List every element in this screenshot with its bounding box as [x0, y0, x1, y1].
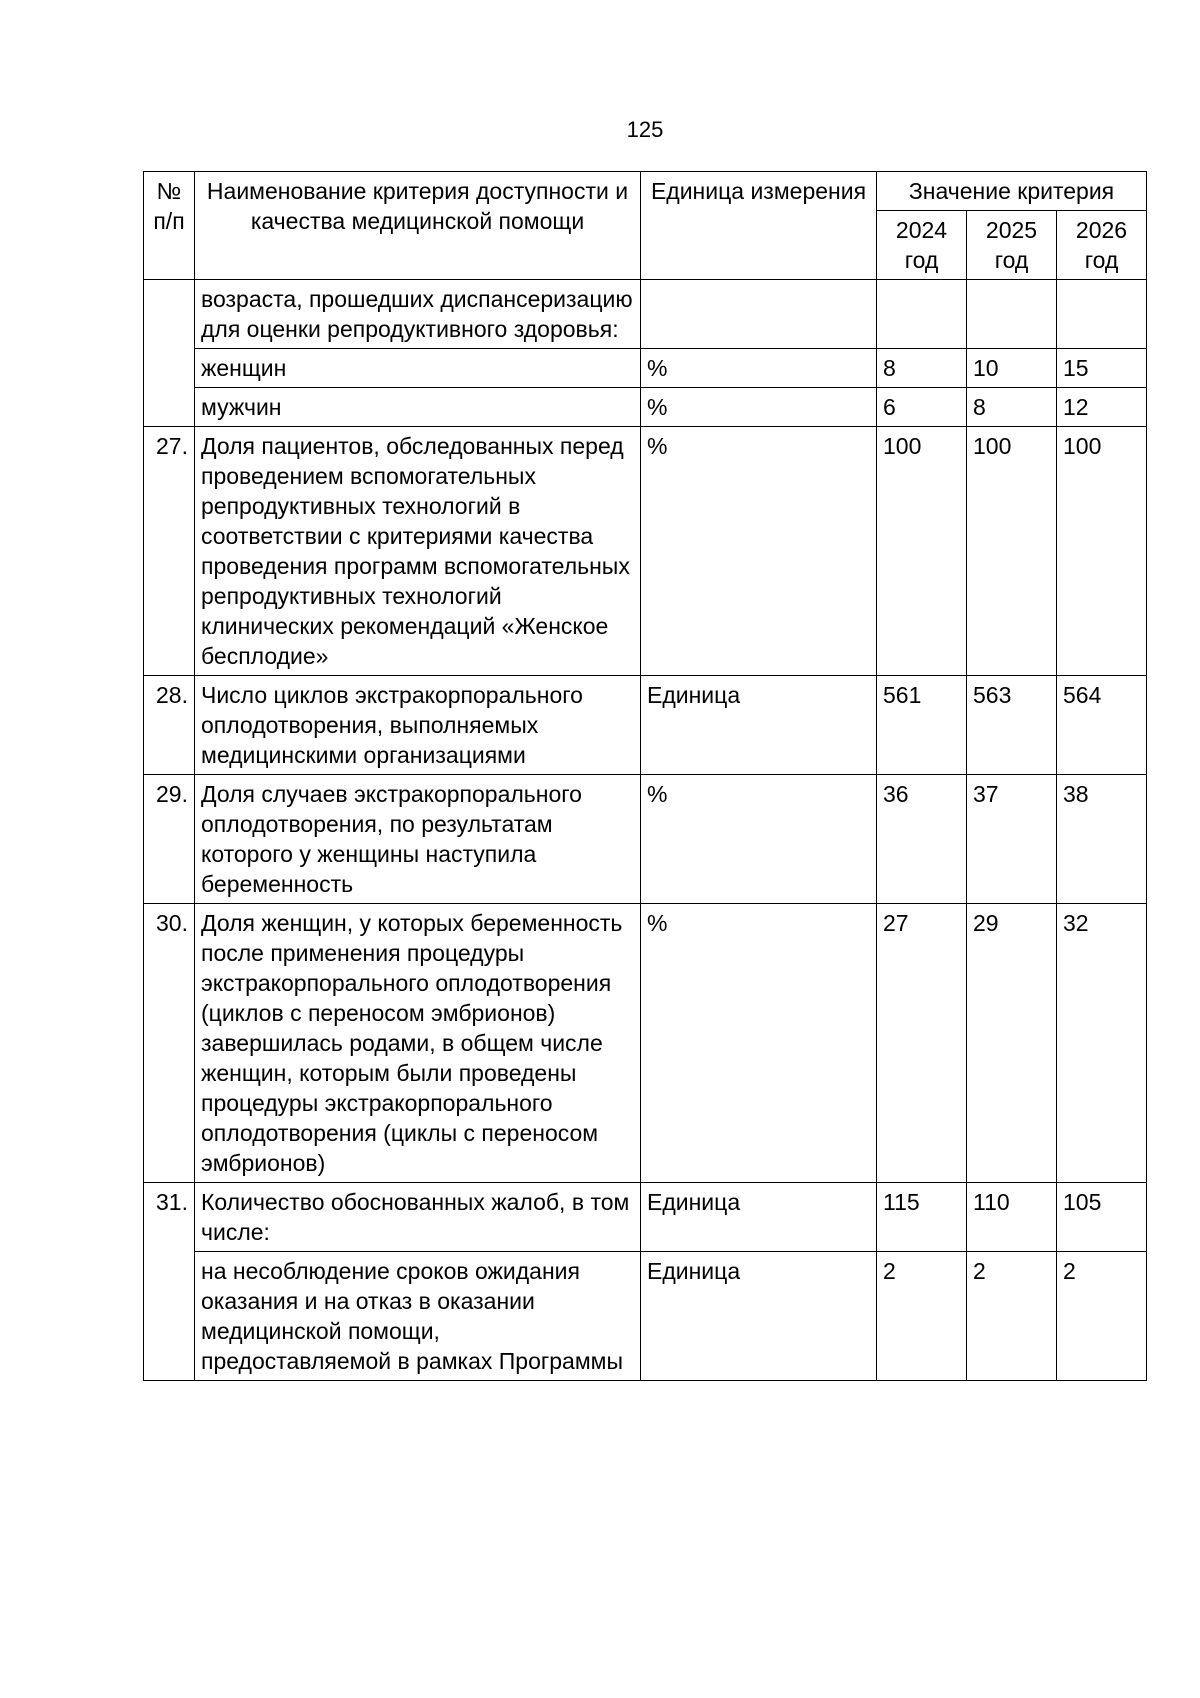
row-value-2026: 12 [1057, 388, 1147, 427]
row-unit [641, 280, 877, 349]
table-row [144, 1252, 1147, 1381]
criteria-table [143, 171, 1147, 1381]
row-name: Число циклов экстракорпорального оплодотворения, выполняемых медицинскими организациями [195, 676, 641, 775]
row-value-2026: 15 [1057, 349, 1147, 388]
table-row [144, 388, 1147, 427]
row-value-2024: 36 [877, 775, 967, 904]
row-value-2024: 100 [877, 427, 967, 676]
row-num: 29. [144, 775, 195, 904]
row-num: 30. [144, 904, 195, 1183]
row-num: 27. [144, 427, 195, 676]
header-year-2025: 2025 год [967, 211, 1057, 280]
row-value-2026: 2 [1057, 1252, 1147, 1381]
page-number: 125 [626, 117, 664, 142]
row-value-2026: 100 [1057, 427, 1147, 676]
row-value-2025: 100 [967, 427, 1057, 676]
row-value-2025: 37 [967, 775, 1057, 904]
table-row [144, 1183, 1147, 1252]
header-year-2026: 2026 год [1057, 211, 1147, 280]
row-unit: Единица [641, 676, 877, 775]
row-value-2025: 110 [967, 1183, 1057, 1252]
header-name: Наименование критерия доступности и качества медицинской помощи [195, 172, 641, 280]
table-row [144, 775, 1147, 904]
row-value-2024 [877, 280, 967, 349]
header-year-2024: 2024 год [877, 211, 967, 280]
row-unit: Единица [641, 1183, 877, 1252]
table-row [144, 676, 1147, 775]
row-value-2024: 561 [877, 676, 967, 775]
row-value-2025: 2 [967, 1252, 1057, 1381]
row-value-2026: 38 [1057, 775, 1147, 904]
row-unit: % [641, 349, 877, 388]
row-value-2026: 105 [1057, 1183, 1147, 1252]
row-unit: % [641, 388, 877, 427]
row-value-2026: 32 [1057, 904, 1147, 1183]
row-value-2025: 10 [967, 349, 1057, 388]
table-header [144, 172, 1147, 280]
row-num [144, 280, 195, 427]
table-body [144, 280, 1147, 1381]
row-name: Количество обоснованных жалоб, в том числе: [195, 1183, 641, 1252]
table-row [144, 280, 1147, 349]
row-value-2024: 6 [877, 388, 967, 427]
header-num: № п/п [144, 172, 195, 280]
row-name: женщин [195, 349, 641, 388]
row-unit: Единица [641, 1252, 877, 1381]
row-name: мужчин [195, 388, 641, 427]
header-unit: Единица измерения [641, 172, 877, 280]
row-num: 28. [144, 676, 195, 775]
row-value-2025: 8 [967, 388, 1057, 427]
row-value-2026: 564 [1057, 676, 1147, 775]
row-name: Доля пациентов, обследованных перед проведением вспомогательных репродуктивных технологий в соответствии с критериями качества проведения программ вспомогательных репродуктивных технологий клинических рекомендаций «Женское бесплодие» [195, 427, 641, 676]
table-row [144, 349, 1147, 388]
table-row [144, 427, 1147, 676]
row-name: Доля случаев экстракорпорального оплодотворения, по результатам которого у женщины наступила беременность [195, 775, 641, 904]
row-name: возраста, прошедших диспансеризацию для оценки репродуктивного здоровья: [195, 280, 641, 349]
row-name: Доля женщин, у которых беременность после применения процедуры экстракорпорального оплодотворения (циклов с переносом эмбрионов) завершилась родами, в общем числе женщин, которым были проведены процедуры экстракорпорального оплодотворения (циклы с переносом эмбрионов) [195, 904, 641, 1183]
row-value-2025: 29 [967, 904, 1057, 1183]
row-value-2024: 27 [877, 904, 967, 1183]
row-value-2024: 2 [877, 1252, 967, 1381]
row-value-2025: 563 [967, 676, 1057, 775]
row-value-2026 [1057, 280, 1147, 349]
row-unit: % [641, 904, 877, 1183]
row-value-2025 [967, 280, 1057, 349]
row-num: 31. [144, 1183, 195, 1381]
row-value-2024: 8 [877, 349, 967, 388]
row-value-2024: 115 [877, 1183, 967, 1252]
row-unit: % [641, 427, 877, 676]
row-unit: % [641, 775, 877, 904]
header-value-group: Значение критерия [877, 172, 1147, 211]
row-name: на несоблюдение сроков ожидания оказания и на отказ в оказании медицинской помощи, предоставляемой в рамках Программы [195, 1252, 641, 1381]
table-row [144, 904, 1147, 1183]
